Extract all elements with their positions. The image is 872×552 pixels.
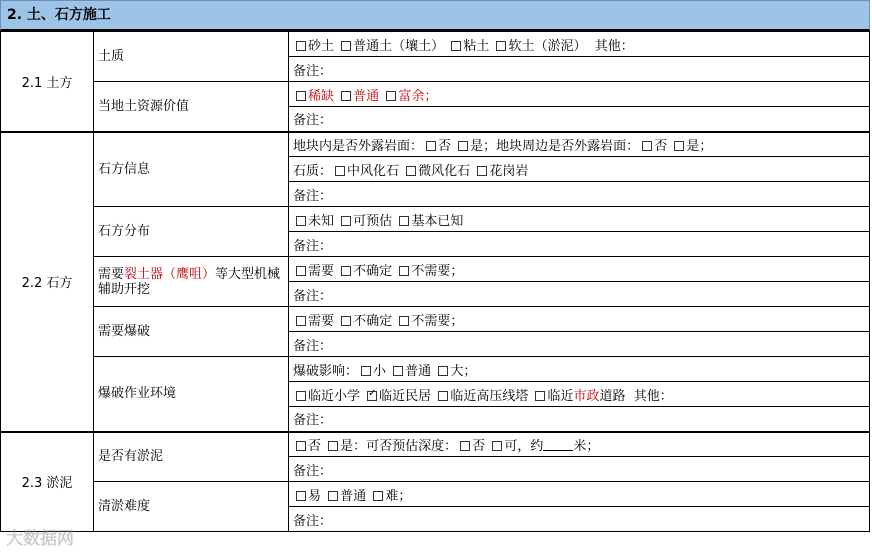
checkbox[interactable] bbox=[296, 316, 306, 326]
checkbox[interactable] bbox=[399, 266, 409, 276]
section-title: 2. 土、石方施工 bbox=[7, 7, 111, 23]
other-label: 其他： bbox=[594, 38, 634, 54]
checkbox[interactable] bbox=[341, 216, 351, 226]
item-soil-quality: 土质 bbox=[94, 32, 289, 82]
earthwork-table bbox=[0, 31, 870, 532]
rock-type-options: 石质： 中风化石 微风化石 花岗岩 bbox=[289, 157, 870, 182]
checkbox[interactable] bbox=[492, 441, 502, 451]
checkbox[interactable] bbox=[399, 316, 409, 326]
checkbox[interactable] bbox=[438, 391, 448, 401]
distribution-options: 未知 可预估 基本已知 bbox=[289, 207, 870, 232]
note-cell[interactable]: 备注： bbox=[289, 282, 870, 307]
ripper-options: 需要 不确定 不需要； bbox=[289, 257, 870, 282]
item-resource-value: 当地土资源价值 bbox=[94, 82, 289, 132]
note-cell[interactable]: 备注： bbox=[289, 457, 870, 482]
checkbox[interactable] bbox=[386, 91, 396, 101]
checkbox[interactable] bbox=[328, 491, 338, 501]
checkbox[interactable] bbox=[460, 441, 470, 451]
watermark-logo: 大数据网 bbox=[6, 529, 74, 549]
checkbox[interactable] bbox=[341, 91, 351, 101]
checkbox[interactable] bbox=[406, 166, 416, 176]
proximity-options: 临近小学 ✓ 临近民居 临近高压线塔 临近市政道路 其他： bbox=[289, 382, 870, 407]
note-cell[interactable]: 备注： bbox=[289, 232, 870, 257]
resource-value-options: 稀缺 普通 富余； bbox=[289, 82, 870, 107]
note-cell[interactable]: 备注： bbox=[289, 332, 870, 357]
silt-options: 否 是：可否预估深度： 否 可，约 米； bbox=[289, 432, 870, 457]
soil-quality-options: 砂土 普通土（壤土） 粘土 软土（淤泥） 其他： bbox=[289, 32, 870, 57]
depth-blank-field[interactable] bbox=[543, 439, 573, 451]
checkbox[interactable] bbox=[674, 141, 684, 151]
item-blast-environment: 爆破作业环境 bbox=[94, 357, 289, 432]
section-label-stone: 2.2 石方 bbox=[1, 132, 94, 432]
table-row bbox=[1, 307, 870, 332]
checkbox-checked[interactable] bbox=[367, 391, 377, 401]
checkbox[interactable] bbox=[496, 41, 506, 51]
section-label-silt: 2.3 淤泥 bbox=[1, 432, 94, 532]
checkbox[interactable] bbox=[296, 216, 306, 226]
checkbox[interactable] bbox=[477, 166, 487, 176]
checkbox[interactable] bbox=[399, 216, 409, 226]
checkbox[interactable] bbox=[393, 366, 403, 376]
note-cell[interactable]: 备注： bbox=[289, 407, 870, 432]
checkbox[interactable] bbox=[438, 366, 448, 376]
checkbox[interactable] bbox=[296, 391, 306, 401]
note-cell[interactable]: 备注： bbox=[289, 182, 870, 207]
checkbox[interactable] bbox=[296, 41, 306, 51]
note-cell[interactable]: 备注： bbox=[289, 107, 870, 132]
checkbox[interactable] bbox=[451, 41, 461, 51]
checkbox[interactable] bbox=[642, 141, 652, 151]
checkbox[interactable] bbox=[341, 41, 351, 51]
item-blasting: 需要爆破 bbox=[94, 307, 289, 357]
note-cell[interactable]: 备注： bbox=[289, 507, 870, 532]
item-dredging-difficulty: 清淤难度 bbox=[94, 482, 289, 532]
difficulty-options: 易 普通 难； bbox=[289, 482, 870, 507]
blasting-options: 需要 不确定 不需要； bbox=[289, 307, 870, 332]
item-stone-info: 石方信息 bbox=[94, 132, 289, 207]
checkbox[interactable] bbox=[296, 441, 306, 451]
checkbox[interactable] bbox=[341, 316, 351, 326]
checkbox[interactable] bbox=[341, 266, 351, 276]
table-row bbox=[1, 132, 870, 157]
table-row bbox=[1, 32, 870, 57]
checkbox[interactable] bbox=[328, 441, 338, 451]
checkbox[interactable] bbox=[296, 91, 306, 101]
table-row bbox=[1, 482, 870, 507]
table-row bbox=[1, 207, 870, 232]
table-row bbox=[1, 82, 870, 107]
note-cell[interactable]: 备注： bbox=[289, 57, 870, 82]
table-row bbox=[1, 357, 870, 382]
checkbox[interactable] bbox=[458, 141, 468, 151]
item-ripper: 需要裂土器（鹰咀）等大型机械辅助开挖 bbox=[94, 257, 289, 307]
item-has-silt: 是否有淤泥 bbox=[94, 432, 289, 482]
checkbox[interactable] bbox=[535, 391, 545, 401]
checkbox[interactable] bbox=[335, 166, 345, 176]
checkbox[interactable] bbox=[296, 266, 306, 276]
section-header bbox=[0, 0, 870, 31]
checkbox[interactable] bbox=[296, 491, 306, 501]
blast-impact-options: 爆破影响： 小 普通 大； bbox=[289, 357, 870, 382]
checkbox[interactable] bbox=[373, 491, 383, 501]
table-row bbox=[1, 257, 870, 282]
checkbox[interactable] bbox=[361, 366, 371, 376]
outcrop-options: 地块内是否外露岩面： 否 是；地块周边是否外露岩面： 否 是； bbox=[289, 132, 870, 157]
section-label-earth: 2.1 土方 bbox=[1, 32, 94, 132]
item-stone-distribution: 石方分布 bbox=[94, 207, 289, 257]
checkbox[interactable] bbox=[426, 141, 436, 151]
table-row bbox=[1, 432, 870, 457]
